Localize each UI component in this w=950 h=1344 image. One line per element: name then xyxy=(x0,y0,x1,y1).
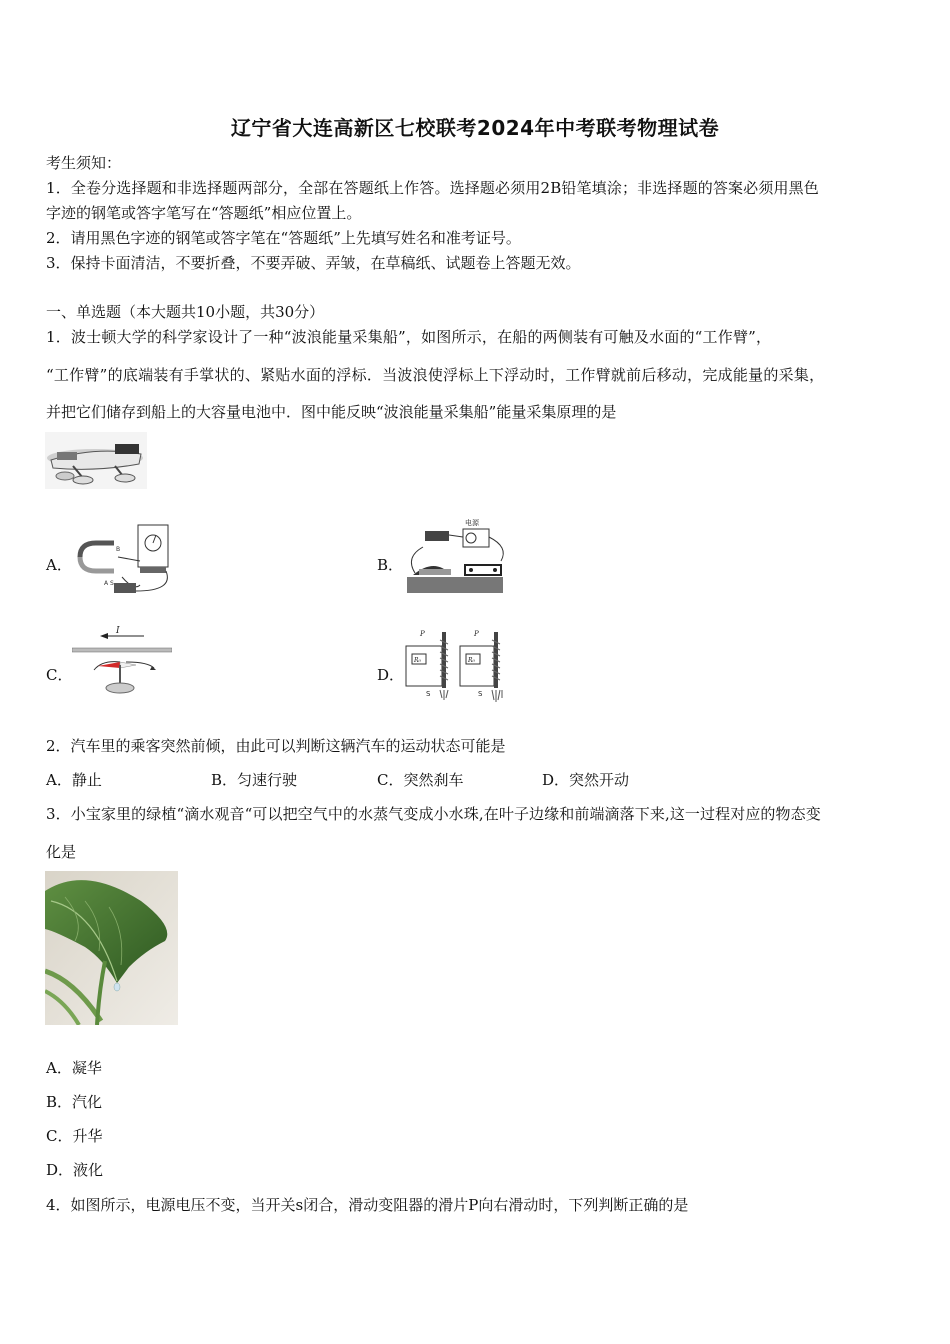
exam-title: 辽宁省大连高新区七校联考2024年中考联考物理试卷 xyxy=(230,116,720,140)
wave-energy-boat-figure xyxy=(45,432,147,489)
d-r1-label: R₀ xyxy=(414,657,421,664)
q2-option-c[interactable]: C．突然刹车 xyxy=(377,771,464,789)
q1-option-c[interactable]: C． xyxy=(46,666,73,684)
svg-text:B: B xyxy=(116,546,121,553)
notice-item-1-line-1: 1．全卷分选择题和非选择题两部分，全部在答题纸上作答。选择题必须用2B铅笔填涂；非选择题的答案必须用黑色 xyxy=(46,179,819,197)
q2-option-a[interactable]: A．静止 xyxy=(46,771,102,789)
dripping-leaf-photo xyxy=(45,871,178,1025)
d-s2-label: S xyxy=(478,690,483,698)
question-1-line-3: 并把它们储存到船上的大容量电池中．图中能反映“波浪能量采集船”能量采集原理的是 xyxy=(46,403,617,421)
d-p1-label: P xyxy=(420,630,425,638)
q3-option-d[interactable]: D．液化 xyxy=(46,1161,104,1179)
q2-option-d[interactable]: D．突然开动 xyxy=(542,771,630,789)
power-label: 电源 xyxy=(465,519,479,527)
generator-galvanometer-figure xyxy=(74,521,174,599)
q3-option-a[interactable]: A．凝华 xyxy=(46,1059,102,1077)
q1-option-b[interactable]: B． xyxy=(377,556,404,574)
current-label: I xyxy=(116,626,120,636)
motor-circuit-figure xyxy=(405,517,509,599)
notice-item-3: 3．保持卡面清洁，不要折叠，不要弄破、弄皱，在草稿纸、试题卷上答题无效。 xyxy=(46,254,581,272)
question-1-line-2: “工作臂”的底端装有手掌状的、紧贴水面的浮标．当波浪使浮标上下浮动时，工作臂就前后移动，完成能量的采集， xyxy=(46,366,825,384)
notice-heading: 考生须知： xyxy=(46,154,122,172)
question-3-line-2: 化是 xyxy=(46,843,77,861)
notice-item-1-line-2: 字迹的钢笔或答字笔写在“答题纸”相应位置上。 xyxy=(46,204,362,222)
notice-item-2: 2．请用黑色字迹的钢笔或答字笔在“答题纸”上先填写姓名和准考证号。 xyxy=(46,229,521,247)
question-3-line-1: 3．小宝家里的绿植“滴水观音“可以把空气中的水蒸气变成小水珠,在叶子边缘和前端滴落下来,这一过程对应的物态变 xyxy=(46,805,821,823)
q3-option-c[interactable]: C．升华 xyxy=(46,1127,103,1145)
question-4-stem: 4．如图所示，电源电压不变，当开关s闭合，滑动变阻器的滑片P向右滑动时，下列判断正确的是 xyxy=(46,1196,689,1214)
q3-option-b[interactable]: B．汽化 xyxy=(46,1093,103,1111)
d-r2-label: R₀ xyxy=(468,657,475,664)
oersted-experiment-figure xyxy=(72,622,172,702)
q1-option-a[interactable]: A． xyxy=(46,556,72,574)
d-s1-label: S xyxy=(426,690,431,698)
q1-option-d[interactable]: D． xyxy=(377,666,405,684)
svg-text:A S: A S xyxy=(104,580,114,587)
question-2-stem: 2．汽车里的乘客突然前倾，由此可以判断这辆汽车的运动状态可能是 xyxy=(46,737,506,755)
electromagnet-figure xyxy=(404,626,508,702)
question-1-line-1: 1．波士顿大学的科学家设计了一种“波浪能量采集船”，如图所示，在船的两侧装有可触及水面的“工作臂”， xyxy=(46,328,772,346)
q2-option-b[interactable]: B．匀速行驶 xyxy=(211,771,298,789)
section-heading: 一、单选题（本大题共10小题，共30分） xyxy=(46,303,325,321)
d-p2-label: P xyxy=(474,630,479,638)
